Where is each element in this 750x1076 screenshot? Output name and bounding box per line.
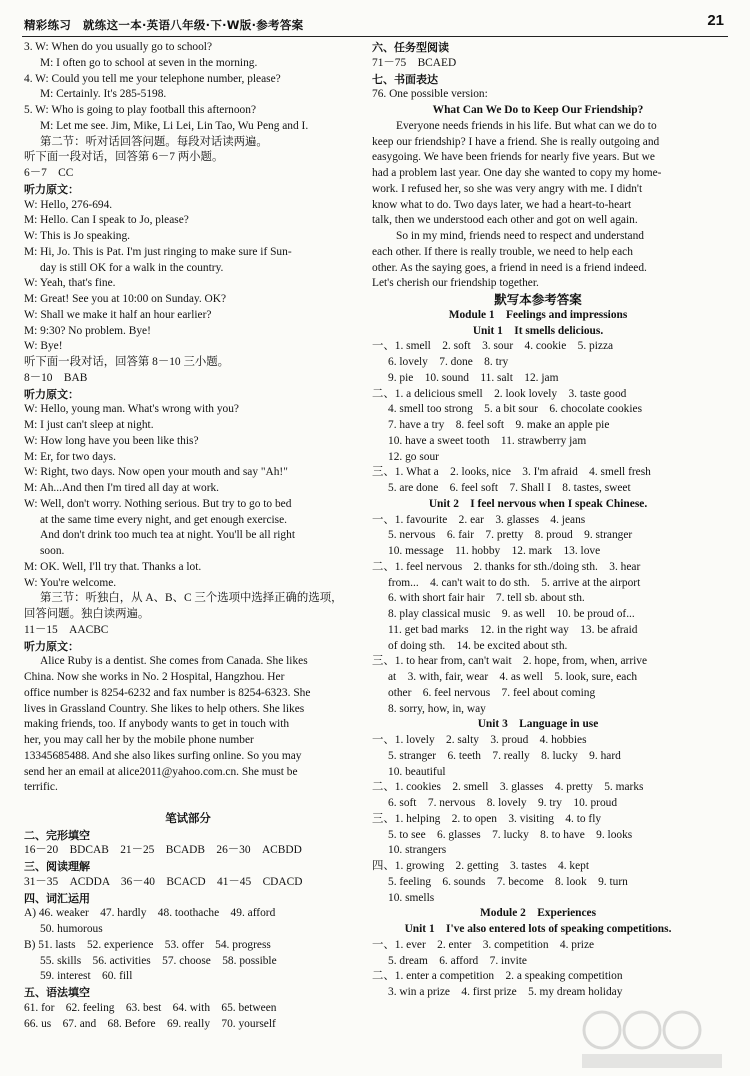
right-text-line: Module 2 Experiences xyxy=(479,907,597,920)
left-text-line: 4. W: Could you tell me your telephone number, please? xyxy=(24,72,281,85)
left-text-line: 13345685488. And she also likes surfing online. So you may xyxy=(24,749,302,762)
header-title: 精彩练习 就练这一本·英语八年级·下·W版·参考答案 xyxy=(24,18,304,32)
right-text-line: 二、1. enter a competition 2. a speaking competition xyxy=(372,970,623,983)
page-number: 21 xyxy=(707,12,724,29)
right-text-line: 5. nervous 6. fair 7. pretty 8. proud 9. stranger xyxy=(388,529,633,542)
left-text-line: M: Let me see. Jim, Mike, Li Lei, Lin Tao, Wu Peng and I. xyxy=(40,119,309,132)
left-text-line: China. Now she works in No. 2 Hospital, Hangzhou. Her xyxy=(24,671,285,683)
left-text-line: lives in Grassland Country. She likes to help others. She likes xyxy=(24,702,305,715)
right-text-line: What Can We Do to Keep Our Friendship? xyxy=(432,104,644,116)
right-text-line: other 6. feel nervous 7. feel about coming xyxy=(388,686,596,699)
right-text-line: 三、1. helping 2. to open 3. visiting 4. to fly xyxy=(372,812,602,825)
left-text-line: 66. us 67. and 68. Before 69. really 70. yourself xyxy=(24,1017,276,1030)
right-text-line: from... 4. can't wait to do sth. 5. arrive at the airport xyxy=(388,576,641,589)
watermark-logo-icon xyxy=(562,1002,742,1072)
right-text-line: 6. lovely 7. done 8. try xyxy=(388,356,509,368)
right-text-line: 9. pie 10. sound 11. salt 12. jam xyxy=(388,371,559,384)
left-text-line: And don't drink too much tea at night. You'll be all right xyxy=(40,529,295,542)
left-text-line: M: Certainly. It's 285-5198. xyxy=(40,88,167,101)
left-text-line: send her an email at alice2011@yahoo.com.cn. She must be xyxy=(24,765,298,778)
left-text-line: M: Great! See you at 10:00 on Sunday. OK? xyxy=(24,293,227,305)
right-text-line: 8. play classical music 9. as well 10. be proud of... xyxy=(388,608,635,620)
right-text-line: 8. sorry, how, in, way xyxy=(388,702,486,715)
right-text-line: 10. beautiful xyxy=(388,765,446,778)
left-text-line xyxy=(24,796,352,812)
left-text-line: terrific. xyxy=(24,781,58,794)
left-text-line: W: Right, two days. Now open your mouth and say "Ah!" xyxy=(24,466,288,479)
left-text-line: 8－10 BAB xyxy=(24,371,88,384)
right-text-line: keep our friendship? I have a friend. She is really outgoing and xyxy=(372,135,660,148)
right-text-line: 11. get bad marks 12. in the right way 13. be afraid xyxy=(388,623,638,636)
right-text-line: each other. If there is really trouble, we need to help each xyxy=(372,245,633,258)
left-text-line: 四、词汇运用 xyxy=(24,891,90,905)
right-text-line: 三、1. What a 2. looks, nice 3. I'm afraid 4. smell fresh xyxy=(372,466,651,479)
right-text-line: 四、1. growing 2. getting 3. tastes 4. kept xyxy=(372,860,590,872)
right-text-line: 10. smells xyxy=(388,891,435,904)
left-text-line: W: Hello, 276-694. xyxy=(24,198,113,211)
right-text-line: 10. strangers xyxy=(388,844,447,857)
right-text-line: work. I refused her, so she was very angry with me. I didn't xyxy=(372,182,643,195)
left-text-line: W: Hello, young man. What's wrong with you? xyxy=(24,403,239,416)
left-text-line: M: I just can't sleep at night. xyxy=(24,419,154,431)
left-text-line: M: I often go to school at seven in the morning. xyxy=(40,56,258,69)
right-text-line: 3. win a prize 4. first prize 5. my dream holiday xyxy=(388,986,623,998)
right-text-line: 10. have a sweet tooth 11. strawberry jam xyxy=(388,434,587,447)
right-text-line: 5. stranger 6. teeth 7. really 8. lucky 9. hard xyxy=(388,749,621,762)
left-text-line: W: Well, don't worry. Nothing serious. But try to go to bed xyxy=(24,497,292,510)
left-text-line: M: Hello. Can I speak to Jo, please? xyxy=(24,214,189,227)
right-text-line: 6. soft 7. nervous 8. lovely 9. try 10. proud xyxy=(388,797,618,809)
right-text-line: 二、1. a delicious smell 2. look lovely 3. taste good xyxy=(372,387,627,400)
left-text-line: 听力原文： xyxy=(24,182,79,196)
left-text-line: 二、完形填空 xyxy=(24,828,90,842)
left-text-line: 5. W: Who is going to play football this afternoon? xyxy=(24,104,256,116)
left-text-line: 听力原文： xyxy=(24,639,79,653)
left-text-line: 笔试部分 xyxy=(165,812,211,825)
right-column xyxy=(372,40,704,1001)
right-text-line: 二、1. cookies 2. smell 3. glasses 4. pretty 5. marks xyxy=(372,781,644,794)
left-text-line: M: Er, for two days. xyxy=(24,450,116,463)
right-text-line: 默写本参考答案 xyxy=(494,292,582,307)
right-text-line: 七、书面表达 xyxy=(372,72,438,86)
left-text-line: B) 51. lasts 52. experience 53. offer 54. progress xyxy=(24,938,271,951)
right-text-line: at 3. with, fair, wear 4. as well 5. look, sure, each xyxy=(388,671,638,683)
left-text-line: day is still OK for a walk in the country. xyxy=(40,261,224,274)
left-text-line: 听力原文： xyxy=(24,387,79,401)
left-text-line: M: 9:30? No problem. Bye! xyxy=(24,324,151,337)
left-text-line: 听下面一段对话，回答第 8－10 三小题。 xyxy=(24,356,230,368)
left-text-line: 听下面一段对话，回答第 6－7 两小题。 xyxy=(24,151,224,164)
left-text-line: 50. humorous xyxy=(40,923,103,935)
left-text-line: her, you may call her by the mobile phone number xyxy=(24,734,254,746)
right-text-line: 六、任务型阅读 xyxy=(372,41,449,54)
right-text-line: So in my mind, friends need to respect and understand xyxy=(396,230,645,242)
left-text-line: W: You're welcome. xyxy=(24,576,117,589)
left-text-line: 55. skills 56. activities 57. choose 58. possible xyxy=(40,954,277,967)
left-column xyxy=(24,40,352,1032)
page-header xyxy=(22,10,728,37)
right-text-line: 5. are done 6. feel soft 7. Shall I 8. tastes, sweet xyxy=(388,482,631,494)
right-text-line: Unit 2 I feel nervous when I speak Chinese. xyxy=(428,497,648,510)
right-text-line: 三、1. to hear from, can't wait 2. hope, from, when, arrive xyxy=(372,655,648,668)
right-text-line: 一、1. favourite 2. ear 3. glasses 4. jeans xyxy=(372,513,586,526)
left-text-line: Alice Ruby is a dentist. She comes from Canada. She likes xyxy=(40,655,308,668)
left-text-line: A) 46. weaker 47. hardly 48. toothache 49. afford xyxy=(24,907,276,920)
right-text-line: 5. to see 6. glasses 7. lucky 8. to have 9. looks xyxy=(388,828,633,841)
left-text-line: 五、语法填空 xyxy=(24,986,90,999)
right-text-line: 4. smell too strong 5. a bit sour 6. chocolate cookies xyxy=(388,403,643,416)
right-text-line: know what to do. Two days later, we had a heart-to-heart xyxy=(372,198,632,211)
left-text-line: W: This is Jo speaking. xyxy=(24,230,130,242)
right-text-line: Unit 3 Language in use xyxy=(477,718,599,731)
left-text-line: making friends, too. If anybody wants to get in touch with xyxy=(24,718,290,731)
left-text-line: 第二节：听对话回答问题。每段对话读两遍。 xyxy=(40,135,268,148)
left-text-line: 16－20 BDCAB 21－25 BCADB 26－30 ACBDD xyxy=(24,844,302,857)
left-text-line: 3. W: When do you usually go to school? xyxy=(24,41,213,53)
right-text-line: 6. with short fair hair 7. tell sb. about sth. xyxy=(388,592,585,605)
right-text-line: Let's cherish our friendship together. xyxy=(372,277,539,290)
right-text-line: 一、1. lovely 2. salty 3. proud 4. hobbies xyxy=(372,734,587,746)
right-text-line: had a problem last year. One day she wanted to copy my home- xyxy=(372,167,662,179)
left-text-line: at the same time every night, and get enough exercise. xyxy=(40,513,288,526)
left-text-line: 59. interest 60. fill xyxy=(40,970,133,983)
left-text-line: M: OK. Well, I'll try that. Thanks a lot. xyxy=(24,560,202,573)
left-text-line: M: Hi, Jo. This is Pat. I'm just ringing to make sure if Sun- xyxy=(24,245,292,258)
right-text-line: 10. message 11. hobby 12. mark 13. love xyxy=(388,545,601,557)
right-text-line: Everyone needs friends in his life. But what can we do to xyxy=(396,119,657,132)
right-text-line: 7. have a try 8. feel soft 9. make an apple pie xyxy=(388,419,610,431)
right-text-line: Unit 1 It smells delicious. xyxy=(472,324,604,337)
left-text-line: 6－7 CC xyxy=(24,167,74,179)
left-text-line: 31－35 ACDDA 36－40 BCACD 41－45 CDACD xyxy=(24,875,303,888)
left-text-line: M: Ah...And then I'm tired all day at work. xyxy=(24,482,220,494)
left-text-line: 三、阅读理解 xyxy=(24,860,90,873)
left-text-line: soon. xyxy=(40,545,65,557)
right-text-line: talk, then we understood each other and got on well again. xyxy=(372,214,638,227)
right-text-line: easygoing. We have been friends for nearly five years. But we xyxy=(372,151,655,164)
left-text-line: 11－15 AACBC xyxy=(24,623,109,636)
right-text-line: 二、1. feel nervous 2. thanks for sth./doing sth. 3. hear xyxy=(372,560,641,573)
right-text-line: 一、1. smell 2. soft 3. sour 4. cookie 5. pizza xyxy=(372,340,614,353)
left-text-line: 第三节：听独白，从 A、B、C 三个选项中选择正确的选项， xyxy=(40,592,343,605)
right-text-line: 12. go sour xyxy=(388,450,439,463)
left-text-line: W: Shall we make it half an hour earlier? xyxy=(24,308,212,321)
right-text-line: 71－75 BCAED xyxy=(372,56,457,69)
right-text-line: Module 1 Feelings and impressions xyxy=(448,308,628,321)
right-text-line: Unit 1 I've also entered lots of speaking competitions. xyxy=(404,923,672,935)
right-text-line: of doing sth. 14. be excited about sth. xyxy=(388,639,568,652)
right-text-line: other. As the saying goes, a friend in need is a friend indeed. xyxy=(372,261,647,274)
left-text-line: W: Bye! xyxy=(24,340,63,353)
right-text-line: 76. One possible version: xyxy=(372,88,488,101)
left-text-line: 61. for 62. feeling 63. best 64. with 65. between xyxy=(24,1001,277,1014)
left-text-line: office number is 8254-6232 and fax number is 8254-6323. She xyxy=(24,686,311,699)
right-text-line: 5. feeling 6. sounds 7. become 8. look 9. turn xyxy=(388,875,628,888)
left-text-line: W: Yeah, that's fine. xyxy=(24,277,116,290)
left-text-line: 回答问题。独白读两遍。 xyxy=(24,608,150,620)
right-text-line: 一、1. ever 2. enter 3. competition 4. prize xyxy=(372,938,595,951)
right-text-line: 5. dream 6. afford 7. invite xyxy=(388,954,527,967)
left-text-line: W: How long have you been like this? xyxy=(24,434,199,447)
